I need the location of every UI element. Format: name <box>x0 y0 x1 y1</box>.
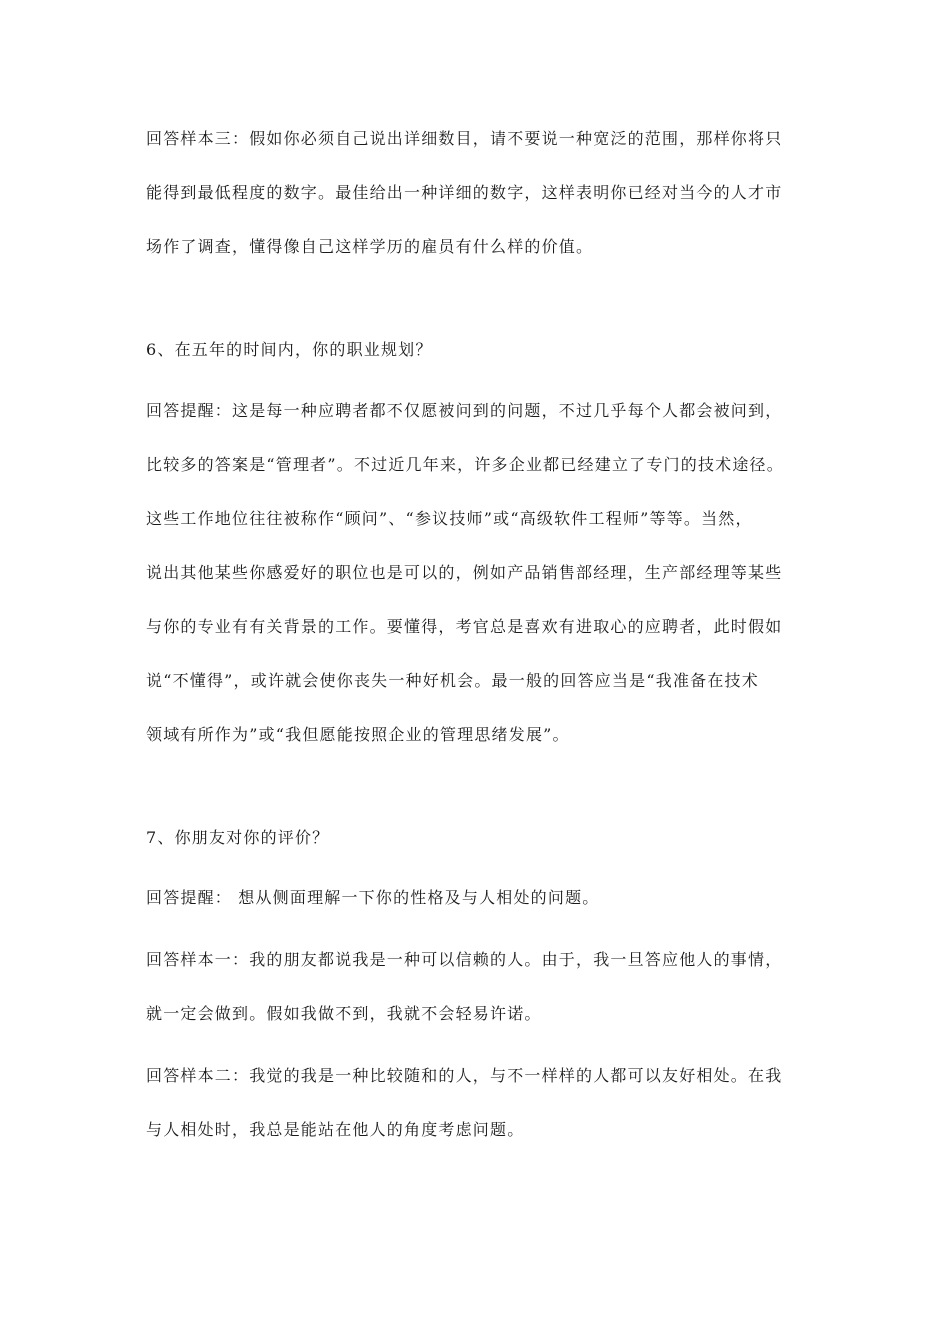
text-line: 这些工作地位往往被称作“顾问”、“参议技师”或“高级软件工程师”等等。当然， <box>146 509 753 528</box>
text-line: 6、在五年的时间内，你的职业规划？ <box>146 340 433 359</box>
text-line: 比较多的答案是“管理者”。不过近几年来，许多企业都已经建立了专门的技术途径。 <box>146 455 784 474</box>
text-line: 与人相处时，我总是能站在他人的角度考虑问题。 <box>146 1120 525 1139</box>
text-line: 领域有所作为”或“我但愿能按照企业的管理思绪发展”。 <box>146 725 570 744</box>
text-line: 场作了调查，懂得像自己这样学历的雇员有什么样的价值。 <box>146 237 594 256</box>
text-line: 能得到最低程度的数字。最佳给出一种详细的数字，这样表明你已经对当今的人才市 <box>146 183 783 202</box>
text-line: 与你的专业有有关背景的工作。要懂得，考官总是喜欢有进取心的应聘者，此时假如 <box>146 617 783 636</box>
text-line: 说出其他某些你感爱好的职位也是可以的，例如产品销售部经理，生产部经理等某些 <box>146 563 783 582</box>
text-line: 回答提醒： 想从侧面理解一下你的性格及与人相处的问题。 <box>146 888 600 907</box>
text-line: 说“不懂得”，或许就会使你丧失一种好机会。最一般的回答应当是“我准备在技术 <box>146 671 759 690</box>
text-line: 回答提醒：这是每一种应聘者都不仅愿被问到的问题，不过几乎每个人都会被问到， <box>146 401 783 420</box>
text-line: 就一定会做到。假如我做不到，我就不会轻易许诺。 <box>146 1004 542 1023</box>
text-line: 回答样本二：我觉的我是一种比较随和的人，与不一样样的人都可以友好相处。在我 <box>146 1066 783 1085</box>
text-line: 7、你朋友对你的评价？ <box>146 828 330 847</box>
text-line: 回答样本一：我的朋友都说我是一种可以信赖的人。由于，我一旦答应他人的事情， <box>146 950 783 969</box>
text-line: 回答样本三：假如你必须自己说出详细数目，请不要说一种宽泛的范围，那样你将只 <box>146 129 783 148</box>
